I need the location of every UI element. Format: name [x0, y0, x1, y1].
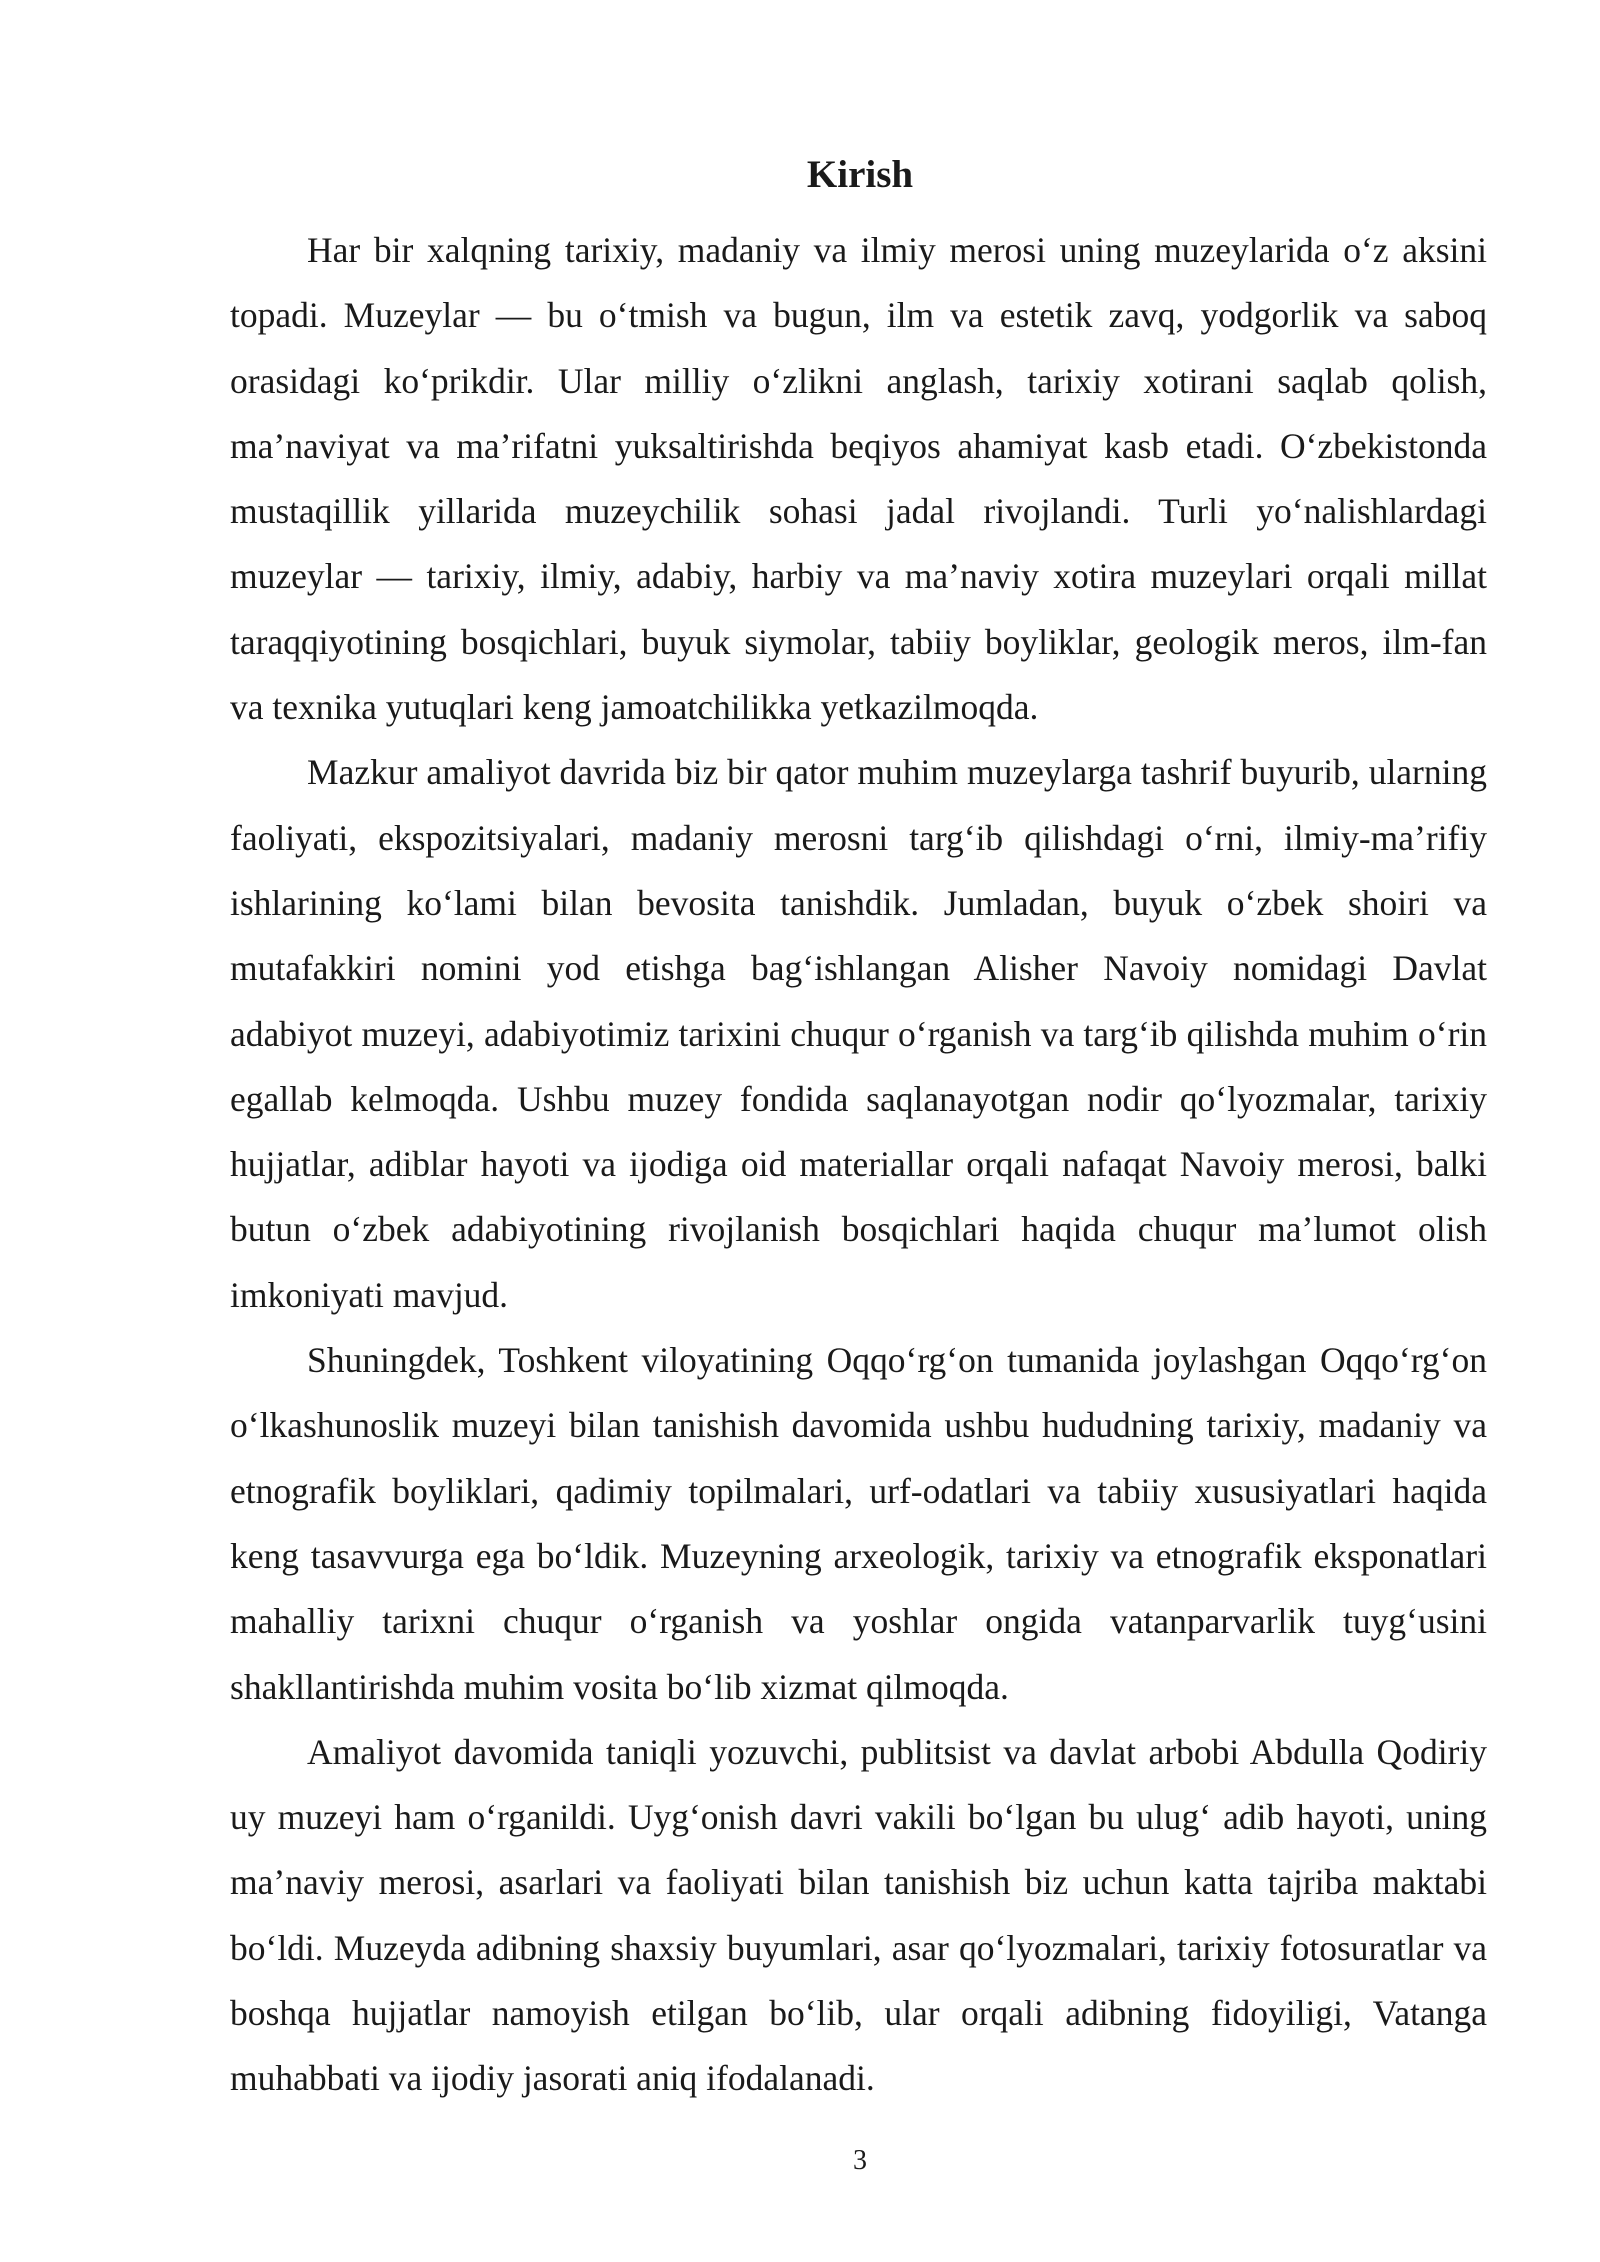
- section-heading: Kirish: [806, 153, 914, 196]
- paragraph-2: Mazkur amaliyot davrida biz bir qator muhim muzeylarga tashrif buyurib, ularning faoliyati, ekspozitsiyalari, madaniy merosni targ‘ib qilishdagi o‘rni, ilmiy-ma’rifiy ishlarining ko‘lami bilan bevosita tanishdik. Jumladan, buyuk o‘zbek shoiri va mutafakkiri nomini yod etishga bag‘ishlangan Alisher Navoiy nomidagi Davlat adabiyot muzeyi, adabiyotimiz tarixini chuqur o‘rganish va targ‘ib qilishda muhim o‘rin egallab kelmoqda. Ushbu muzey fondida saqlanayotgan nodir qo‘lyozmalar, tarixiy hujjatlar, adiblar hayoti va ijodiga oid materiallar orqali nafaqat Navoiy merosi, balki butun o‘zbek adabiyotining rivojlanish bosqichlari haqida chuqur ma’lumot olish imkoniyati mavjud.: [230, 752, 1487, 1315]
- page-number: 3: [853, 2145, 867, 2176]
- paragraph-1: Har bir xalqning tarixiy, madaniy va ilmiy merosi uning muzeylarida o‘z aksini topadi. Muzeylar — bu o‘tmish va bugun, ilm va estetik zavq, yodgorlik va saboq orasidagi ko‘prikdir. Ular milliy o‘zlikni anglash, tarixiy xotirani saqlab qolish, ma’naviyat va ma’rifatni yuksaltirishda beqiyos ahamiyat kasb etadi. O‘zbekistonda mustaqillik yillarida muzeychilik sohasi jadal rivojlandi. Turli yo‘nalishlardagi muzeylar — tarixiy, ilmiy, adabiy, harbiy va ma’naviy xotira muzeylari orqali millat taraqqiyotining bosqichlari, buyuk siymolar, tabiiy boyliklar, geologik meros, ilm-fan va texnika yutuqlari keng jamoatchilikka yetkazilmoqda.: [230, 230, 1487, 728]
- paragraph-4: Amaliyot davomida taniqli yozuvchi, publitsist va davlat arbobi Abdulla Qodiriy uy muzeyi ham o‘rganildi. Uyg‘onish davri vakili bo‘lgan bu ulug‘ adib hayoti, uning ma’naviy merosi, asarlari va faoliyati bilan tanishish biz uchun katta tajriba maktabi bo‘ldi. Muzeyda adibning shaxsiy buyumlari, asar qo‘lyozmalari, tarixiy fotosuratlar va boshqa hujjatlar namoyish etilgan bo‘lib, ular orqali adibning fidoyiligi, Vatanga muhabbati va ijodiy jasorati aniq ifodalanadi.: [230, 1731, 1487, 2099]
- paragraph-3: Shuningdek, Toshkent viloyatining Oqqo‘rg‘on tumanida joylashgan Oqqo‘rg‘on o‘lkashunoslik muzeyi bilan tanishish davomida ushbu hududning tarixiy, madaniy va etnografik boyliklari, qadimiy topilmalari, urf-odatlari va tabiiy xususiyatlari haqida keng tasavvurga ega bo‘ldik. Muzeyning arxeologik, tarixiy va etnografik eksponatlari mahalliy tarixni chuqur o‘rganish va yoshlar ongida vatanparvarlik tuyg‘usini shakllantirishda muhim vosita bo‘lib xizmat qilmoqda.: [230, 1340, 1487, 1707]
- body-text: [230, 218, 1487, 2112]
